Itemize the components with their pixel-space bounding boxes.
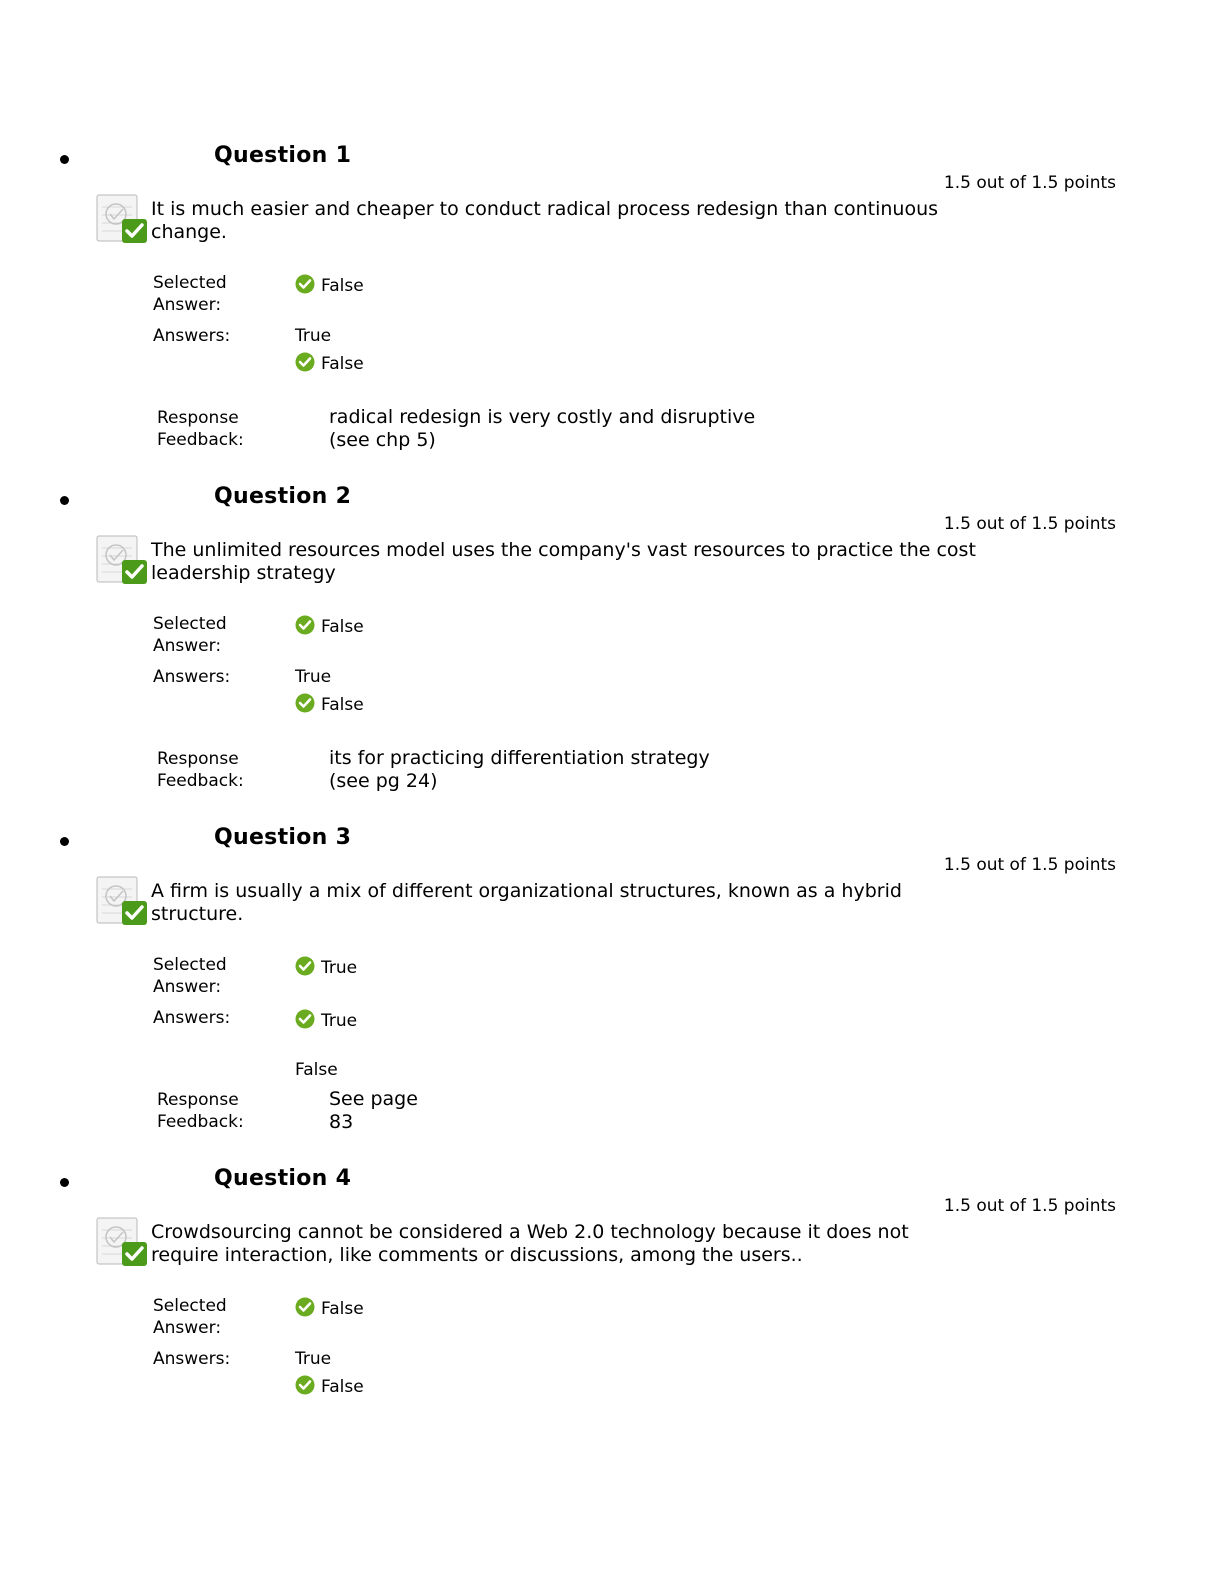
answer-option: [295, 1058, 365, 1082]
answer-text: False: [321, 1377, 364, 1397]
answers-label: Answers:: [153, 667, 231, 687]
answers-label: Answers:: [153, 1349, 231, 1369]
selected-answer-label: Selected Answer:: [153, 955, 227, 997]
question-text: It is much easier and cheaper to conduct radical process redesign than continuous change.: [151, 198, 939, 243]
question-text: A firm is usually a mix of different organizational structures, known as a hybrid structure.: [151, 880, 902, 925]
answer-text: False: [295, 1060, 338, 1080]
answer-text: False: [321, 695, 364, 715]
correct-check-icon: [295, 274, 315, 294]
question-points: 1.5 out of 1.5 points: [943, 514, 1116, 534]
graded-correct-icon: [96, 876, 148, 926]
question-points: 1.5 out of 1.5 points: [943, 1196, 1116, 1216]
correct-check-icon: [295, 956, 315, 976]
response-feedback: radical redesign is very costly and disruptive (see chp 5): [329, 406, 756, 451]
question-text: Crowdsourcing cannot be considered a Web 2.0 technology because it does not require interaction, like comments or discussions, among the users..: [151, 1221, 909, 1266]
graded-correct-icon: [96, 1217, 148, 1267]
question-title: Question 3: [214, 825, 352, 850]
answers-label: Answers:: [153, 1008, 231, 1028]
answer-option: [295, 324, 365, 348]
question-points: 1.5 out of 1.5 points: [943, 173, 1116, 193]
answers-label: Answers:: [153, 326, 231, 346]
list-bullet: [60, 496, 69, 505]
list-bullet: [60, 837, 69, 846]
answer-text: True: [295, 1349, 332, 1369]
selected-answer: [295, 1297, 365, 1321]
graded-correct-icon: [96, 194, 148, 244]
answer-text: True: [295, 667, 332, 687]
response-feedback-label: Response Feedback:: [157, 749, 244, 791]
answer-text: True: [321, 1011, 358, 1031]
question-title: Question 2: [214, 484, 352, 509]
question-points: 1.5 out of 1.5 points: [943, 855, 1116, 875]
response-feedback-label: Response Feedback:: [157, 408, 244, 450]
correct-check-icon: [295, 1297, 315, 1317]
question-3: [0, 825, 1224, 1169]
answer-text: True: [295, 326, 332, 346]
selected-answer: [295, 274, 365, 298]
question-title: Question 1: [214, 143, 352, 168]
selected-answer-text: False: [321, 617, 364, 637]
question-2: [0, 484, 1224, 828]
answer-option: [295, 1009, 365, 1033]
answer-option: [295, 352, 365, 376]
selected-answer-label: Selected Answer:: [153, 273, 227, 315]
answer-option: [295, 665, 365, 689]
selected-answer: [295, 615, 365, 639]
answer-option: [295, 693, 365, 717]
correct-check-icon: [295, 615, 315, 635]
response-feedback-label: Response Feedback:: [157, 1090, 244, 1132]
answer-text: False: [321, 354, 364, 374]
question-1: [0, 143, 1224, 487]
selected-answer: [295, 956, 365, 980]
question-title: Question 4: [214, 1166, 352, 1191]
response-feedback: See page 83: [329, 1088, 418, 1133]
graded-correct-icon: [96, 535, 148, 585]
correct-check-icon: [295, 693, 315, 713]
selected-answer-text: False: [321, 276, 364, 296]
correct-check-icon: [295, 1375, 315, 1395]
selected-answer-text: False: [321, 1299, 364, 1319]
selected-answer-text: True: [321, 958, 358, 978]
correct-check-icon: [295, 352, 315, 372]
answer-option: [295, 1347, 365, 1371]
list-bullet: [60, 1178, 69, 1187]
question-text: The unlimited resources model uses the company's vast resources to practice the cost leadership strategy: [151, 539, 976, 584]
response-feedback: its for practicing differentiation strategy (see pg 24): [329, 747, 710, 792]
selected-answer-label: Selected Answer:: [153, 1296, 227, 1338]
list-bullet: [60, 155, 69, 164]
correct-check-icon: [295, 1009, 315, 1029]
selected-answer-label: Selected Answer:: [153, 614, 227, 656]
answer-option: [295, 1375, 365, 1401]
question-4: [0, 1166, 1224, 1450]
